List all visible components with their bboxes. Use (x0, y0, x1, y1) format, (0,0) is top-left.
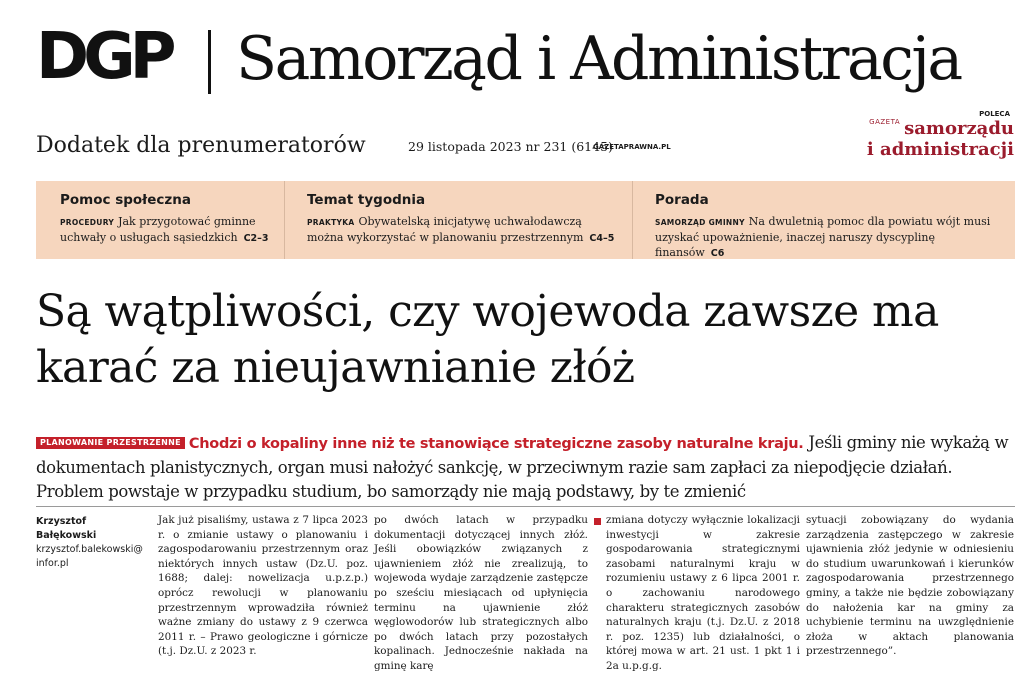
teaser-body (60, 214, 272, 246)
lead-divider (36, 506, 1015, 507)
article-headline: Są wątpliwości, czy wojewoda zawsze ma karać za nieujawnianie złóż (36, 286, 939, 393)
teaser-temat-tygodnia[interactable] (284, 181, 632, 259)
author-name: Krzysztof Bałękowski (36, 516, 97, 541)
teaser-heading: Pomoc społeczna (60, 192, 191, 208)
article-column-1: Jak już pisaliśmy, ustawa z 7 lipca 2023 r. o zmianie ustawy o planowaniu i zagospodarowaniu przestrzennym oraz niektórych innych ustaw (Dz.U. poz. 1688; dalej: nowelizacja u.p.z.p.) oprócz rewolucji w planowaniu przestrzennym wprowadziła również ważne zmiany do ustawy z 9 czerwca 2011 r. – Prawo geologiczne i górnicze (t.j. Dz.U. z 2023 r. (158, 514, 368, 658)
lead-highlight: Chodzi o kopaliny inne niż te stanowiące strategiczne zasoby naturalne kraju. (188, 436, 804, 452)
teaser-page-ref: C6 (710, 248, 725, 259)
teaser-page-ref: C2–3 (243, 233, 269, 244)
promo-gazeta-label: GAZETA (869, 118, 901, 126)
site-link[interactable]: GAZETAPRAWNA.PL (593, 143, 671, 151)
lead-text: Jeśli gminy nie wykażą w dokumentach planistycznych, organ musi nałożyć sankcję, w przeciwnym razie sam zapłaci za niepodjęcie działań. Problem powstaje w przypadku studium, bo samorządy nie mają podstawy, by te zmienić (36, 433, 1009, 501)
teaser-text: Obywatelską inicjatywę uchwałodawczą można wykorzystać w planowaniu przestrzennym (307, 215, 584, 244)
teaser-text: Jak przygotować gminne uchwały o usługach sąsiedzkich (60, 215, 256, 244)
supplement-title: Samorząd i Administracja (236, 24, 961, 94)
section-tag: PLANOWANIE PRZESTRZENNE (36, 437, 185, 449)
teaser-heading: Porada (655, 192, 709, 208)
promo-line2: i administracji (866, 139, 1014, 160)
dgp-logo[interactable]: DGP (36, 20, 171, 94)
supplement-subtitle: Dodatek dla prenumeratorów (36, 133, 366, 158)
promo-line1: samorządu (904, 118, 1014, 139)
issue-info: 29 listopada 2023 nr 231 (6145) (408, 139, 613, 154)
author-box (36, 515, 144, 571)
teaser-body (307, 214, 620, 246)
teaser-bar (36, 181, 1015, 259)
article-column-4: sytuacji zobowiązany do wydania zarządzenia zastępczego w zakresie ujawnienia złóż jedynie w odniesieniu do studium uwarunkowań i kierunków zagospodarowania przestrzennego gminy, a także nie będzie zobowiązany do nałożenia kar na gminy za uchybienie terminu na uwzględnienie złoża w aktach planowania przestrzennego”. (806, 514, 1014, 658)
teaser-kicker: PROCEDURY (60, 218, 115, 227)
teaser-page-ref: C4–5 (589, 233, 615, 244)
teaser-text: Na dwuletnią pomoc dla powiatu wójt musi uzyskać upoważnienie, inaczej naruszy dyscyplinę finansów (655, 215, 991, 259)
masthead (0, 0, 1024, 180)
author-email[interactable]: krzysztof.balekowski@infor.pl (36, 544, 143, 569)
article-column-2: po dwóch latach w przypadku dokumentacji dotyczącej innych złóż. Jeśli obowiązków związanych z ujawnieniem złóż nie zrealizują, to wojewoda wydaje zarządzenie zastępcze po sześciu miesiącach od upłynięcia terminu na ujawnienie złóż węglowodorów lub strategicznych albo po dwóch latach przy pozostałych kopalinach. Jednocześnie nakłada na gminę karę (374, 514, 588, 672)
teaser-pomoc-spoleczna[interactable] (36, 181, 284, 259)
masthead-divider (208, 30, 211, 94)
teaser-kicker: PRAKTYKA (307, 218, 355, 227)
article-column-3: zmiana dotyczy wyłącznie lokalizacji inwestycji w zakresie gospodarowania strategicznymi zasobami naturalnymi kraju w rozumieniu ustawy z 6 lipca 2001 r. o zachowaniu narodowego charakteru strategicznych zasobów naturalnych kraju (t.j. Dz.U. z 2018 r. poz. 1235) lub działalności, o której mowa w art. 21 ust. 1 pkt 1 i 2a u.p.g.g. (606, 514, 800, 672)
teaser-body (655, 214, 1003, 261)
promo-gazeta-samorzadu[interactable] (844, 118, 1014, 160)
teaser-kicker: SAMORZĄD GMINNY (655, 218, 745, 227)
article-lead (36, 431, 1020, 504)
teaser-porada[interactable] (632, 181, 1015, 259)
promo-label: POLECA (979, 110, 1010, 118)
teaser-heading: Temat tygodnia (307, 192, 426, 208)
